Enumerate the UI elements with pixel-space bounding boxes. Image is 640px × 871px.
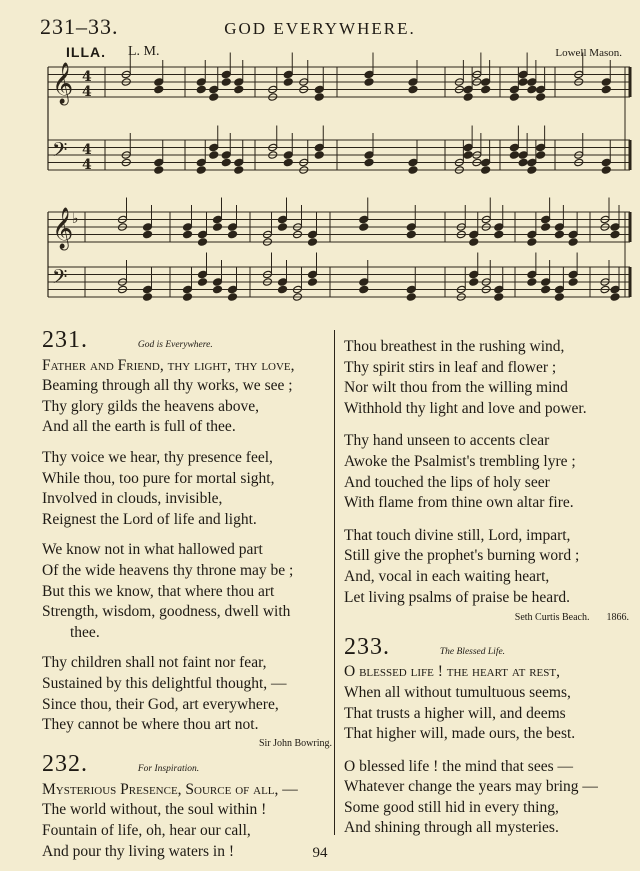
note-head xyxy=(364,158,374,167)
hymn-232-attribution xyxy=(344,608,629,629)
staff-lines xyxy=(48,67,630,297)
note-head xyxy=(518,78,528,87)
note-head xyxy=(406,293,416,302)
hymn-232-stanza-3 xyxy=(344,431,629,513)
note-head xyxy=(359,278,369,287)
year: 1866. xyxy=(606,612,629,624)
verse-line: When all without tumultuous seems, xyxy=(344,683,571,701)
note-head xyxy=(527,78,537,87)
note-head xyxy=(463,85,473,94)
note-head xyxy=(283,151,293,160)
note-head xyxy=(183,285,193,294)
column-divider xyxy=(334,330,335,835)
note-head xyxy=(308,238,318,247)
note-head xyxy=(234,78,244,87)
note-head xyxy=(221,70,231,79)
hymn-231-stanza-3 xyxy=(42,540,332,643)
tune-name: ILLA. xyxy=(66,44,106,60)
note-head xyxy=(527,166,537,175)
note-head xyxy=(221,78,231,87)
verse-line: O blessed life ! the heart at rest, xyxy=(344,663,560,681)
time-signature: 4 xyxy=(82,157,92,173)
note-head xyxy=(213,285,223,294)
note-head xyxy=(610,223,620,232)
hymn-233-stanza-1 xyxy=(344,662,629,744)
note-head xyxy=(143,293,153,302)
verse-line: We know not in what hallowed part xyxy=(42,541,263,559)
note-head xyxy=(406,230,416,239)
note-head xyxy=(198,238,208,247)
hymn-number: 232. xyxy=(42,751,88,778)
note-head xyxy=(463,143,473,152)
note-head xyxy=(408,78,418,87)
treble-clef-icon: 𝄞 xyxy=(52,63,74,104)
note-head xyxy=(278,215,288,224)
note-head xyxy=(359,285,369,294)
verse-line: Thou breathest in the rushing wind, xyxy=(344,338,565,355)
note-head xyxy=(509,93,519,102)
note-head xyxy=(568,230,578,239)
verse-line: Thy children shall not faint nor fear, xyxy=(42,654,267,672)
verse-line: But this we know, that where thou art xyxy=(42,582,275,600)
verse-line: Withhold thy light and love and power. xyxy=(344,399,587,417)
note-head xyxy=(568,278,578,287)
hymn-231-heading xyxy=(42,327,332,356)
note-head xyxy=(314,85,324,94)
hymn-231-stanza-1 xyxy=(42,356,332,438)
note-head xyxy=(527,85,537,94)
note-head xyxy=(198,278,208,287)
hymn-number: 231. xyxy=(42,327,88,353)
verse-line: And all the earth is full of thee. xyxy=(42,418,236,436)
note-head xyxy=(143,223,153,232)
music-score xyxy=(0,0,640,330)
note-head xyxy=(509,85,519,94)
note-head xyxy=(283,158,293,167)
note-head xyxy=(601,85,611,94)
hymn-range-number: 231–33. xyxy=(40,14,119,39)
note-head xyxy=(314,93,324,102)
verse-line xyxy=(42,780,332,801)
note-head xyxy=(364,78,374,87)
treble-clef-icon: 𝄞 xyxy=(52,208,74,249)
right-column xyxy=(344,337,629,839)
verse-line: Thy hand unseen to accents clear xyxy=(344,432,550,450)
note-head xyxy=(308,278,318,287)
time-signature: 4 xyxy=(82,84,92,100)
verse-line: Fountain of life, oh, hear our call, xyxy=(42,822,251,840)
verse-line: And touched the lips of holy seer xyxy=(344,473,550,491)
note-head xyxy=(601,158,611,167)
first-word: Father and Friend, thy light, thy love, xyxy=(42,356,295,374)
note-head xyxy=(213,223,223,232)
note-head xyxy=(154,85,164,94)
note-head xyxy=(234,85,244,94)
verse-line: thee. xyxy=(70,623,100,641)
note-head xyxy=(469,270,479,279)
hymn-232-stanza-2 xyxy=(344,337,629,419)
note-head xyxy=(494,230,504,239)
note-head xyxy=(154,166,164,175)
note-head xyxy=(283,70,293,79)
note-head xyxy=(213,278,223,287)
note-head xyxy=(314,151,324,160)
page-number: 94 xyxy=(312,845,328,861)
note-head xyxy=(554,293,564,302)
note-head xyxy=(406,223,416,232)
note-head xyxy=(278,285,288,294)
verse-line: Strength, wisdom, goodness, dwell with xyxy=(42,603,291,621)
note-head xyxy=(568,270,578,279)
note-head xyxy=(536,93,546,102)
verse-line: That trusts a higher will, and deems xyxy=(344,704,566,722)
verse-line: And, vocal in each waiting heart, xyxy=(344,567,550,585)
note-head xyxy=(408,166,418,175)
note-head xyxy=(469,278,479,287)
note-head xyxy=(209,93,219,102)
note-head xyxy=(196,158,206,167)
note-head xyxy=(463,151,473,160)
note-head xyxy=(209,143,219,152)
note-head xyxy=(518,151,528,160)
note-head xyxy=(154,78,164,87)
hymn-231-attribution: Sir John Bowring. xyxy=(258,737,332,749)
note-head xyxy=(554,223,564,232)
note-head xyxy=(221,151,231,160)
note-head xyxy=(536,85,546,94)
verse-line: Sustained by this delightful thought, — xyxy=(42,674,287,692)
bass-clef-icon: 𝄢 xyxy=(52,138,68,166)
note-head xyxy=(541,215,551,224)
note-head xyxy=(308,230,318,239)
note-head xyxy=(518,158,528,167)
note-head xyxy=(221,158,231,167)
note-head xyxy=(527,158,537,167)
verse-line: They cannot be where thou art not. xyxy=(42,716,259,734)
note-head xyxy=(554,285,564,294)
verse-line: O blessed life ! the mind that sees — xyxy=(344,757,574,775)
note-head xyxy=(359,215,369,224)
hymn-232-heading xyxy=(42,751,332,780)
note-head xyxy=(527,270,537,279)
meter-label: L. M. xyxy=(128,44,160,59)
note-head xyxy=(196,166,206,175)
note-head xyxy=(541,285,551,294)
time-signature: 4 xyxy=(82,69,92,85)
note-head xyxy=(408,85,418,94)
flat-icon: ♭ xyxy=(72,211,79,227)
note-head xyxy=(527,238,537,247)
verse-line: With flame from thine own altar fire. xyxy=(344,494,574,512)
note-head xyxy=(601,78,611,87)
note-head xyxy=(183,223,193,232)
verse-line: Reignest the Lord of life and light. xyxy=(42,510,257,528)
note-head xyxy=(234,166,244,175)
left-column xyxy=(42,327,332,862)
note-head xyxy=(481,166,491,175)
note-head xyxy=(209,85,219,94)
note-head xyxy=(568,238,578,247)
note-head xyxy=(610,285,620,294)
note-head xyxy=(536,143,546,152)
note-head xyxy=(183,230,193,239)
verse-line: Thy glory gilds the heavens above, xyxy=(42,397,259,415)
verse-line: The world without, the soul within ! xyxy=(42,801,267,819)
note-head xyxy=(463,93,473,102)
verse-line: Awoke the Psalmist's trembling lyre ; xyxy=(344,452,576,470)
verse-line: Since thou, their God, art everywhere, xyxy=(42,695,279,713)
verse-line: While thou, too pure for mortal sight, xyxy=(42,469,275,487)
note-head xyxy=(308,270,318,279)
hymn-231-stanza-2 xyxy=(42,448,332,530)
verse-line: Some good still hid in every thing, xyxy=(344,798,559,816)
clef-symbols xyxy=(52,62,92,293)
bass-clef-icon: 𝄢 xyxy=(52,265,68,293)
note-head xyxy=(213,215,223,224)
note-head xyxy=(469,238,479,247)
note-head xyxy=(198,270,208,279)
time-signature: 4 xyxy=(82,142,92,158)
note-head xyxy=(494,223,504,232)
note-head xyxy=(509,151,519,160)
verse-line: And shining through all mysteries. xyxy=(344,819,559,837)
verse-line: Still give the prophet's burning word ; xyxy=(344,547,580,565)
note-head xyxy=(278,223,288,232)
note-head xyxy=(536,151,546,160)
hymn-231-stanza-4 xyxy=(42,653,332,735)
note-head xyxy=(283,78,293,87)
note-head xyxy=(509,143,519,152)
verse-line: Involved in clouds, invisible, xyxy=(42,490,223,508)
note-head xyxy=(154,158,164,167)
note-head xyxy=(143,230,153,239)
note-head xyxy=(143,285,153,294)
note-head xyxy=(481,78,491,87)
hymn-subtitle: The Blessed Life. xyxy=(439,646,506,657)
hymn-232-stanza-4 xyxy=(344,526,629,608)
verse-line: Of the wide heavens thy throne may be ; xyxy=(42,561,294,579)
note-head xyxy=(228,293,238,302)
note-head xyxy=(494,293,504,302)
note-head xyxy=(408,158,418,167)
note-head xyxy=(196,85,206,94)
note-head xyxy=(541,223,551,232)
note-head xyxy=(554,230,564,239)
note-head xyxy=(610,293,620,302)
note-head xyxy=(527,230,537,239)
hymn-subtitle: God is Everywhere. xyxy=(137,340,213,350)
note-head xyxy=(228,230,238,239)
note-head xyxy=(527,278,537,287)
note-head xyxy=(196,78,206,87)
note-head xyxy=(541,278,551,287)
bar-lines xyxy=(48,67,630,297)
note-head xyxy=(364,151,374,160)
note-head xyxy=(481,158,491,167)
first-word: Mysterious Presence, Source of all, — xyxy=(42,780,298,798)
note-head xyxy=(278,278,288,287)
hymn-number: 233. xyxy=(344,633,390,660)
note-head xyxy=(469,230,479,239)
composer-credit: Lowell Mason. xyxy=(555,47,622,59)
verse-line: Thy spirit stirs in leaf and flower ; xyxy=(344,358,557,376)
note-head xyxy=(314,143,324,152)
verse-line xyxy=(42,356,332,377)
verse-line: Nor wilt thou from the willing mind xyxy=(344,379,568,397)
hymn-subtitle: For Inspiration. xyxy=(137,764,200,775)
note-head xyxy=(481,85,491,94)
verse-line: Let living psalms of praise be heard. xyxy=(344,588,570,606)
note-head xyxy=(359,223,369,232)
verse-line: That touch divine still, Lord, impart, xyxy=(344,526,571,544)
note-head xyxy=(228,223,238,232)
hymn-233-heading xyxy=(344,633,629,663)
note-head xyxy=(198,230,208,239)
note-head xyxy=(183,293,193,302)
note-head xyxy=(364,70,374,79)
note-head xyxy=(228,285,238,294)
note-head xyxy=(406,285,416,294)
note-head xyxy=(601,166,611,175)
note-head xyxy=(234,158,244,167)
note-head xyxy=(209,151,219,160)
verse-line: That higher will, made ours, the best. xyxy=(344,725,576,743)
verse-line: Whatever change the years may bring — xyxy=(344,778,598,796)
author-name: Seth Curtis Beach. xyxy=(514,612,590,624)
note-head xyxy=(610,230,620,239)
hymn-233-stanza-2 xyxy=(344,757,629,839)
note-head xyxy=(494,285,504,294)
note-head xyxy=(518,70,528,79)
verse-line: Beaming through all thy works, we see ; xyxy=(42,377,293,395)
page-title: GOD EVERYWHERE. xyxy=(224,19,416,38)
verse-line: And pour thy living waters in ! xyxy=(42,842,235,860)
verse-line: Thy voice we hear, thy presence feel, xyxy=(42,448,273,466)
